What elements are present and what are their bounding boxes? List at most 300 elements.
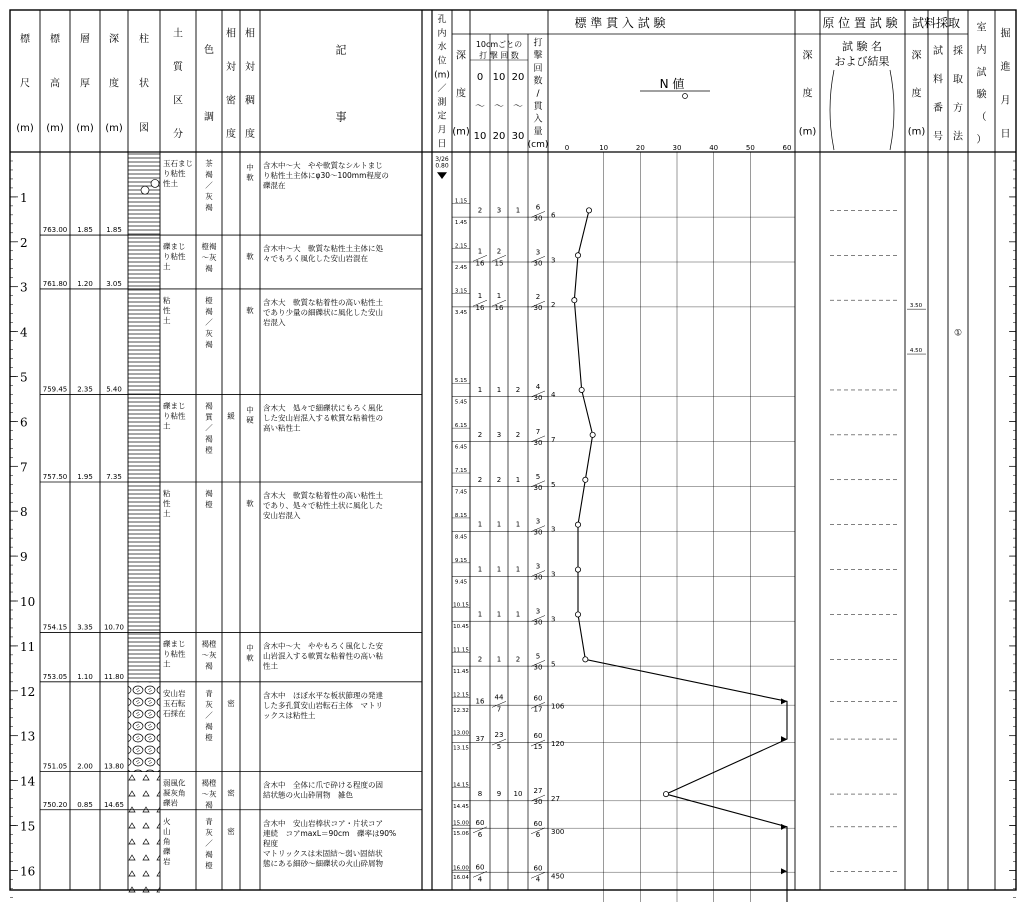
spt-total: 60 bbox=[533, 864, 543, 873]
layer-color: 〜灰 bbox=[201, 650, 217, 660]
n-axis-tick: 30 bbox=[672, 144, 682, 152]
spt-total: 3 bbox=[535, 517, 541, 526]
header-density: 対 bbox=[226, 61, 236, 73]
layer-remarks: 礫混在 bbox=[263, 181, 286, 190]
layer-color: 〜灰 bbox=[201, 789, 217, 799]
spt-total: 5 bbox=[535, 472, 541, 481]
spt-blows: 60 bbox=[475, 818, 485, 827]
spt-end: 16.04 bbox=[453, 875, 469, 882]
layer-consistency: 軟 bbox=[246, 252, 254, 262]
spt-pen: 30 bbox=[533, 214, 543, 223]
header-n-value: N 値 bbox=[659, 77, 685, 91]
spt-end: 3.45 bbox=[454, 309, 468, 316]
spt-end: 14.45 bbox=[453, 803, 469, 810]
spt-start: 14.15 bbox=[453, 782, 469, 789]
header-lab: 試 bbox=[976, 67, 987, 79]
layer-depth: 5.40 bbox=[106, 385, 122, 394]
header-blows-title: 10cmごとの bbox=[475, 40, 523, 49]
header-depth: 深 bbox=[109, 33, 119, 45]
header-lab: ） bbox=[976, 134, 987, 146]
header-blowcount: 入 bbox=[533, 114, 543, 125]
layer-soil: 角 bbox=[163, 836, 171, 846]
spt-n-label: 4 bbox=[551, 390, 556, 399]
spt-blows-pen: 6 bbox=[477, 830, 483, 839]
layer-soil: 凝灰角 bbox=[163, 788, 186, 798]
layer-consistency: 中 bbox=[246, 163, 254, 172]
spt-end: 8.45 bbox=[454, 534, 468, 541]
spt-pen: 6 bbox=[535, 830, 541, 839]
depth-scale-label: 1 bbox=[20, 190, 28, 205]
spt-blows: 2 bbox=[477, 655, 483, 664]
header-scale: (m) bbox=[16, 123, 34, 135]
layer-depth: 3.05 bbox=[106, 279, 122, 288]
header-water: ／ bbox=[437, 84, 447, 95]
spt-pen: 30 bbox=[533, 304, 543, 313]
depth-scale-label: 8 bbox=[20, 505, 28, 520]
layer-color: 褐橙 bbox=[201, 639, 217, 649]
header-thickness: 層 bbox=[80, 33, 90, 45]
header-blows-col: 20 bbox=[492, 130, 506, 142]
header-insitu-depth: 度 bbox=[802, 88, 813, 100]
layer-soil: 礫まじ bbox=[163, 639, 186, 649]
spt-blows: 1 bbox=[515, 520, 521, 529]
layer-color: 青 bbox=[205, 688, 213, 698]
layer-thickness: 1.20 bbox=[77, 279, 93, 288]
column-pattern bbox=[128, 682, 160, 772]
header-blows-col: 10 bbox=[492, 72, 506, 84]
header-water: 内 bbox=[437, 28, 447, 39]
layer-soil: 火 bbox=[163, 816, 171, 826]
header-soil: 区 bbox=[173, 95, 183, 107]
spt-start: 12.15 bbox=[453, 692, 469, 699]
layer-color: 褐 bbox=[205, 661, 213, 671]
spt-blows: 2 bbox=[496, 247, 502, 256]
spt-end: 2.45 bbox=[454, 265, 468, 272]
spt-pen: 30 bbox=[533, 259, 543, 268]
spt-n-label: 3 bbox=[551, 615, 556, 624]
header-water: 日 bbox=[437, 139, 447, 150]
header-water: 孔 bbox=[437, 15, 447, 26]
depth-scale-label: 9 bbox=[20, 550, 28, 565]
layer-thickness: 1.95 bbox=[77, 473, 93, 482]
n-value-point bbox=[575, 567, 580, 572]
spt-n-label: 5 bbox=[551, 660, 556, 669]
layer-remarks: 態にある細砂〜細礫状の火山砕屑物 bbox=[263, 858, 383, 868]
header-blows-col: 10 bbox=[473, 130, 487, 142]
layer-elevation: 754.15 bbox=[42, 623, 68, 632]
spt-blows: 2 bbox=[515, 430, 521, 439]
spt-blows: 1 bbox=[496, 610, 502, 619]
spt-blows-pen: 16 bbox=[494, 304, 504, 313]
header-lab: （ bbox=[976, 112, 987, 123]
header-lab: 内 bbox=[976, 45, 987, 56]
header-density: 相 bbox=[226, 28, 236, 40]
layer-color: 褐 bbox=[205, 203, 213, 212]
spt-blows: 10 bbox=[513, 790, 523, 799]
layer-remarks: 性土 bbox=[263, 661, 278, 671]
layer-remarks: マトリックスは未固結〜弱い固結状 bbox=[263, 848, 383, 858]
header-sample-no: 番 bbox=[933, 102, 943, 114]
layer-color: 褐 bbox=[205, 489, 213, 499]
spt-total: 60 bbox=[533, 732, 543, 741]
n-overflow-arrow bbox=[781, 868, 787, 874]
header-thickness: 厚 bbox=[80, 78, 90, 90]
n-overflow-arrow bbox=[781, 824, 787, 830]
spt-blows: 2 bbox=[477, 475, 483, 484]
header-blows-col: 〜 bbox=[494, 101, 504, 113]
header-water: 位 bbox=[437, 56, 447, 67]
layer-soil: 土 bbox=[163, 509, 171, 519]
layer-depth: 13.80 bbox=[103, 762, 125, 771]
header-blowcount: 数 bbox=[533, 76, 543, 87]
water-level: 0.80 bbox=[435, 162, 449, 170]
header-column: 図 bbox=[139, 123, 149, 135]
spt-pen: 15 bbox=[533, 743, 543, 752]
layer-color: 褐橙 bbox=[201, 778, 217, 788]
layer-elevation: 761.80 bbox=[42, 279, 68, 288]
spt-blows: 8 bbox=[477, 790, 483, 799]
gravel-mark bbox=[141, 186, 149, 194]
header-spt-title: 標 準 貫 入 試 験 bbox=[574, 16, 666, 30]
sample-method: ① bbox=[953, 328, 963, 339]
layer-elevation: 753.05 bbox=[42, 672, 68, 681]
spt-start: 16.00 bbox=[453, 865, 469, 872]
n-value-point bbox=[583, 657, 588, 662]
layer-soil: 石採在 bbox=[163, 708, 186, 718]
layer-remarks: 含木大 軟質な粘着性の高い粘性土 bbox=[263, 491, 383, 501]
layer-soil: 礫 bbox=[163, 846, 171, 856]
n-value-point bbox=[575, 522, 580, 527]
spt-pen: 30 bbox=[533, 393, 543, 402]
header-blows-col: 20 bbox=[511, 72, 525, 84]
layer-depth: 7.35 bbox=[106, 473, 122, 482]
layer-color: 褐 bbox=[205, 721, 213, 731]
header-blowcount: / bbox=[536, 89, 540, 100]
layer-color: 灰 bbox=[205, 328, 213, 338]
layer-depth: 10.70 bbox=[103, 623, 125, 632]
sample-to: 4.50 bbox=[909, 348, 923, 355]
header-spt-depth: 深 bbox=[456, 50, 466, 62]
layer-remarks: 含木中〜大 やや軟質なシルトまじ bbox=[263, 161, 383, 170]
spt-n-label: 3 bbox=[551, 570, 556, 579]
spt-blows: 23 bbox=[494, 731, 504, 740]
spt-n-label: 27 bbox=[551, 795, 560, 804]
layer-thickness: 1.85 bbox=[77, 226, 93, 235]
spt-blows: 1 bbox=[515, 565, 521, 574]
header-sample-method: 採 bbox=[953, 45, 963, 57]
n-value-symbol bbox=[683, 94, 688, 99]
depth-scale-label: 11 bbox=[20, 639, 36, 654]
spt-n-label: 6 bbox=[551, 211, 556, 220]
layer-remarks: であり少量の細礫状に風化した安山 bbox=[263, 307, 383, 317]
layer-color: 橙 bbox=[205, 860, 213, 870]
header-lab: 室 bbox=[976, 22, 987, 34]
spt-blows: 1 bbox=[515, 610, 521, 619]
header-elevation: 高 bbox=[50, 78, 60, 90]
header-insitu-title: 原 位 置 試 験 bbox=[822, 16, 898, 30]
header-insitu-name: 試 験 名 bbox=[842, 40, 882, 53]
layer-remarks: り粘性土主体にφ30〜100mm程度の bbox=[263, 171, 389, 180]
layer-color: 橙 bbox=[205, 295, 213, 305]
layer-density: 密 bbox=[227, 698, 235, 708]
header-scale: 尺 bbox=[20, 78, 30, 90]
depth-scale-label: 12 bbox=[20, 684, 36, 699]
layer-soil: 性土 bbox=[163, 179, 178, 188]
layer-soil: り粘性 bbox=[163, 411, 186, 421]
spt-blows: 2 bbox=[477, 430, 483, 439]
spt-end: 11.45 bbox=[453, 669, 469, 676]
spt-total: 27 bbox=[533, 787, 543, 796]
header-column: 柱 bbox=[139, 33, 149, 45]
spt-pen: 30 bbox=[533, 528, 543, 537]
spt-n-label: 5 bbox=[551, 480, 556, 489]
layer-soil: 安山岩 bbox=[163, 688, 186, 698]
layer-color: 茶 bbox=[205, 159, 213, 168]
spt-total: 6 bbox=[535, 203, 541, 212]
spt-total: 2 bbox=[535, 293, 541, 302]
layer-elevation: 759.45 bbox=[42, 385, 68, 394]
header-blowcount: 貫 bbox=[533, 101, 543, 112]
column-pattern bbox=[128, 289, 160, 395]
depth-scale-label: 2 bbox=[20, 235, 28, 250]
n-value-point bbox=[583, 477, 588, 482]
header-sample-method: 法 bbox=[953, 131, 963, 143]
spt-end: 12.32 bbox=[453, 708, 469, 715]
spt-total: 3 bbox=[535, 562, 541, 571]
layer-soil: 土 bbox=[163, 262, 171, 272]
spt-end: 6.45 bbox=[454, 444, 468, 451]
header-blows-col: 〜 bbox=[475, 101, 485, 113]
layer-consistency: 硬 bbox=[246, 415, 254, 425]
layer-color: 灰 bbox=[205, 699, 213, 709]
depth-scale-label: 10 bbox=[20, 595, 36, 609]
layer-depth: 11.80 bbox=[103, 672, 125, 681]
layer-soil: 土 bbox=[163, 659, 171, 669]
layer-soil: 山 bbox=[163, 826, 171, 836]
layer-consistency: 軟 bbox=[246, 305, 254, 315]
header-blowcount: 打 bbox=[533, 38, 543, 49]
spt-start: 13.00 bbox=[453, 730, 469, 737]
header-insitu-name: および結果 bbox=[834, 55, 890, 68]
layer-soil: 土 bbox=[163, 315, 171, 325]
layer-density: 密 bbox=[227, 788, 235, 798]
header-consistency: 対 bbox=[245, 61, 255, 73]
layer-consistency: 中 bbox=[246, 643, 254, 653]
layer-soil: 玉石まじ bbox=[163, 159, 193, 168]
n-overflow-arrow bbox=[781, 698, 787, 704]
spt-end: 15.06 bbox=[453, 831, 469, 838]
layer-color: 褐 bbox=[205, 401, 213, 411]
spt-start: 1.15 bbox=[454, 198, 468, 205]
depth-scale-label: 4 bbox=[20, 325, 28, 340]
layer-remarks: 含木中〜大 ややもろく風化した安 bbox=[263, 641, 383, 651]
layer-remarks: 含木中〜大 軟質な粘性土主体に処 bbox=[263, 244, 383, 254]
spt-blows: 1 bbox=[496, 385, 502, 394]
layer-thickness: 0.85 bbox=[77, 800, 93, 809]
n-value-point bbox=[590, 432, 595, 437]
spt-n-label: 7 bbox=[551, 435, 556, 444]
n-value-point bbox=[572, 298, 577, 303]
header-sample-title: 試料採取 bbox=[911, 16, 961, 30]
depth-scale-label: 6 bbox=[20, 415, 28, 430]
header-column: 状 bbox=[139, 78, 149, 90]
column-pattern bbox=[128, 772, 160, 810]
column-pattern bbox=[128, 482, 160, 632]
layer-color: 褐 bbox=[205, 170, 213, 179]
header-soil: 質 bbox=[173, 61, 183, 73]
n-value-point bbox=[575, 612, 580, 617]
header-lab: 験 bbox=[976, 89, 987, 101]
layer-consistency: 軟 bbox=[246, 173, 254, 182]
n-value-curve bbox=[574, 210, 787, 902]
header-spt-depth: (m) bbox=[452, 126, 470, 138]
header-water: 水 bbox=[437, 42, 447, 53]
layer-color: 褐 bbox=[205, 306, 213, 316]
header-sample-depth: 深 bbox=[911, 50, 922, 62]
header-depth: (m) bbox=[105, 123, 123, 135]
layer-depth: 14.65 bbox=[103, 800, 125, 809]
layer-elevation: 750.20 bbox=[42, 800, 68, 809]
layer-color: ／ bbox=[205, 710, 213, 720]
spt-total: 3 bbox=[535, 607, 541, 616]
header-sample-method: 方 bbox=[953, 102, 963, 114]
layer-soil: り粘性 bbox=[163, 252, 186, 262]
column-pattern bbox=[128, 810, 160, 902]
header-density: 密 bbox=[226, 95, 236, 107]
spt-start: 10.15 bbox=[453, 602, 469, 609]
spt-blows: 37 bbox=[475, 735, 485, 744]
layer-remarks: ックスは粘性土 bbox=[263, 710, 316, 720]
header-scale: 標 bbox=[20, 33, 30, 45]
spt-start: 8.15 bbox=[454, 512, 468, 519]
layer-soil: り粘性 bbox=[163, 649, 186, 659]
layer-color: ／ bbox=[205, 838, 213, 848]
layer-remarks: 高い粘性土 bbox=[263, 423, 301, 433]
layer-color: ／ bbox=[205, 423, 213, 433]
spt-blows: 2 bbox=[515, 385, 521, 394]
layer-depth: 1.85 bbox=[106, 226, 122, 235]
layer-density: 密 bbox=[227, 826, 235, 836]
spt-blows-pen: 5 bbox=[496, 743, 502, 752]
header-density: 度 bbox=[226, 128, 236, 140]
spt-blows: 1 bbox=[496, 655, 502, 664]
spt-end: 9.45 bbox=[454, 579, 468, 586]
n-value-point bbox=[586, 208, 591, 213]
header-blows-col: 30 bbox=[511, 130, 525, 142]
depth-scale-label: 3 bbox=[20, 280, 28, 295]
spt-total: 5 bbox=[535, 652, 541, 661]
column-pattern bbox=[128, 235, 160, 289]
layer-remarks: 程度 bbox=[263, 838, 278, 848]
layer-color: 褐 bbox=[205, 264, 213, 274]
spt-blows: 1 bbox=[477, 385, 483, 394]
spt-n-label: 3 bbox=[551, 525, 556, 534]
layer-color: 橙褐 bbox=[201, 242, 217, 252]
layer-soil: 玉石転 bbox=[163, 698, 186, 708]
layer-remarks: した多孔質安山岩転石主体 マトリ bbox=[263, 700, 383, 710]
header-progress: 進 bbox=[1000, 61, 1011, 73]
layer-color: 橙 bbox=[205, 732, 213, 742]
header-sample-depth: 度 bbox=[911, 88, 922, 100]
spt-blows: 1 bbox=[515, 475, 521, 484]
spt-blows: 60 bbox=[475, 863, 485, 872]
header-thickness: (m) bbox=[76, 123, 94, 135]
depth-scale-label: 13 bbox=[20, 729, 36, 744]
header-remarks: 記 bbox=[335, 43, 347, 57]
layer-soil: 性 bbox=[163, 305, 171, 315]
spt-pen: 30 bbox=[533, 798, 543, 807]
layer-remarks: 々でもろく風化した安山岩混在 bbox=[263, 254, 368, 264]
spt-blows: 1 bbox=[515, 206, 521, 215]
layer-remarks: 含木大 処々で細礫状にもろく風化 bbox=[263, 403, 383, 413]
n-axis-tick: 0 bbox=[564, 144, 570, 152]
header-blows-col: 〜 bbox=[513, 101, 523, 113]
layer-soil: 性 bbox=[163, 499, 171, 509]
header-sample-method: 取 bbox=[953, 74, 963, 86]
spt-blows: 1 bbox=[496, 520, 502, 529]
layer-remarks: 含木中 全体に爪で砕ける程度の固 bbox=[263, 780, 383, 790]
spt-blows: 1 bbox=[477, 520, 483, 529]
spt-blows: 1 bbox=[496, 565, 502, 574]
header-sample-no: 料 bbox=[933, 74, 943, 86]
header-consistency: 相 bbox=[245, 28, 255, 40]
spt-pen: 30 bbox=[533, 573, 543, 582]
spt-blows: 3 bbox=[496, 206, 502, 215]
spt-pen: 30 bbox=[533, 483, 543, 492]
column-pattern bbox=[128, 394, 160, 482]
header-progress: 日 bbox=[1000, 128, 1011, 140]
spt-total: 4 bbox=[535, 382, 541, 391]
layer-consistency: 軟 bbox=[246, 499, 254, 509]
header-sample-no: 号 bbox=[933, 131, 943, 143]
layer-remarks: した安山岩混入する軟質な粘着性の bbox=[263, 413, 383, 423]
layer-remarks: であり、処々で粘性土状に風化した bbox=[263, 501, 383, 511]
spt-total: 3 bbox=[535, 248, 541, 257]
spt-blows: 1 bbox=[477, 292, 483, 301]
layer-soil: 岩 bbox=[163, 856, 171, 866]
layer-soil: 礫岩 bbox=[163, 798, 178, 808]
header-blows-title: 打 撃 回 数 bbox=[479, 51, 519, 60]
spt-n-label: 3 bbox=[551, 256, 556, 265]
n-value-point bbox=[663, 791, 668, 796]
header-consistency: 度 bbox=[245, 128, 255, 140]
spt-end: 7.45 bbox=[454, 489, 468, 496]
spt-start: 15.00 bbox=[453, 820, 469, 827]
layer-color: ／ bbox=[205, 317, 213, 327]
layer-remarks: 含木中 ほぼ水平な板状節理の発達 bbox=[263, 690, 383, 700]
spt-blows: 9 bbox=[496, 790, 502, 799]
layer-color: ／ bbox=[205, 181, 213, 190]
header-insitu-depth: 深 bbox=[802, 50, 813, 62]
n-overflow-arrow bbox=[781, 736, 787, 742]
depth-scale-label: 15 bbox=[20, 819, 36, 834]
outer-frame bbox=[10, 10, 1016, 890]
layer-soil: 粘 bbox=[163, 489, 171, 499]
spt-end: 1.45 bbox=[454, 220, 468, 227]
spt-blows: 1 bbox=[496, 292, 502, 301]
header-elevation: (m) bbox=[46, 123, 64, 135]
n-axis-tick: 20 bbox=[635, 144, 645, 152]
water-date: 3/26 bbox=[435, 155, 449, 163]
depth-scale-label: 16 bbox=[20, 864, 36, 879]
header-depth: 度 bbox=[109, 78, 119, 90]
spt-blows: 3 bbox=[496, 430, 502, 439]
header-water: 月 bbox=[437, 125, 447, 136]
depth-scale-label: 5 bbox=[20, 370, 28, 385]
layer-thickness: 2.35 bbox=[77, 385, 93, 394]
layer-color: 褐 bbox=[205, 434, 213, 444]
header-water: (m) bbox=[434, 70, 450, 81]
